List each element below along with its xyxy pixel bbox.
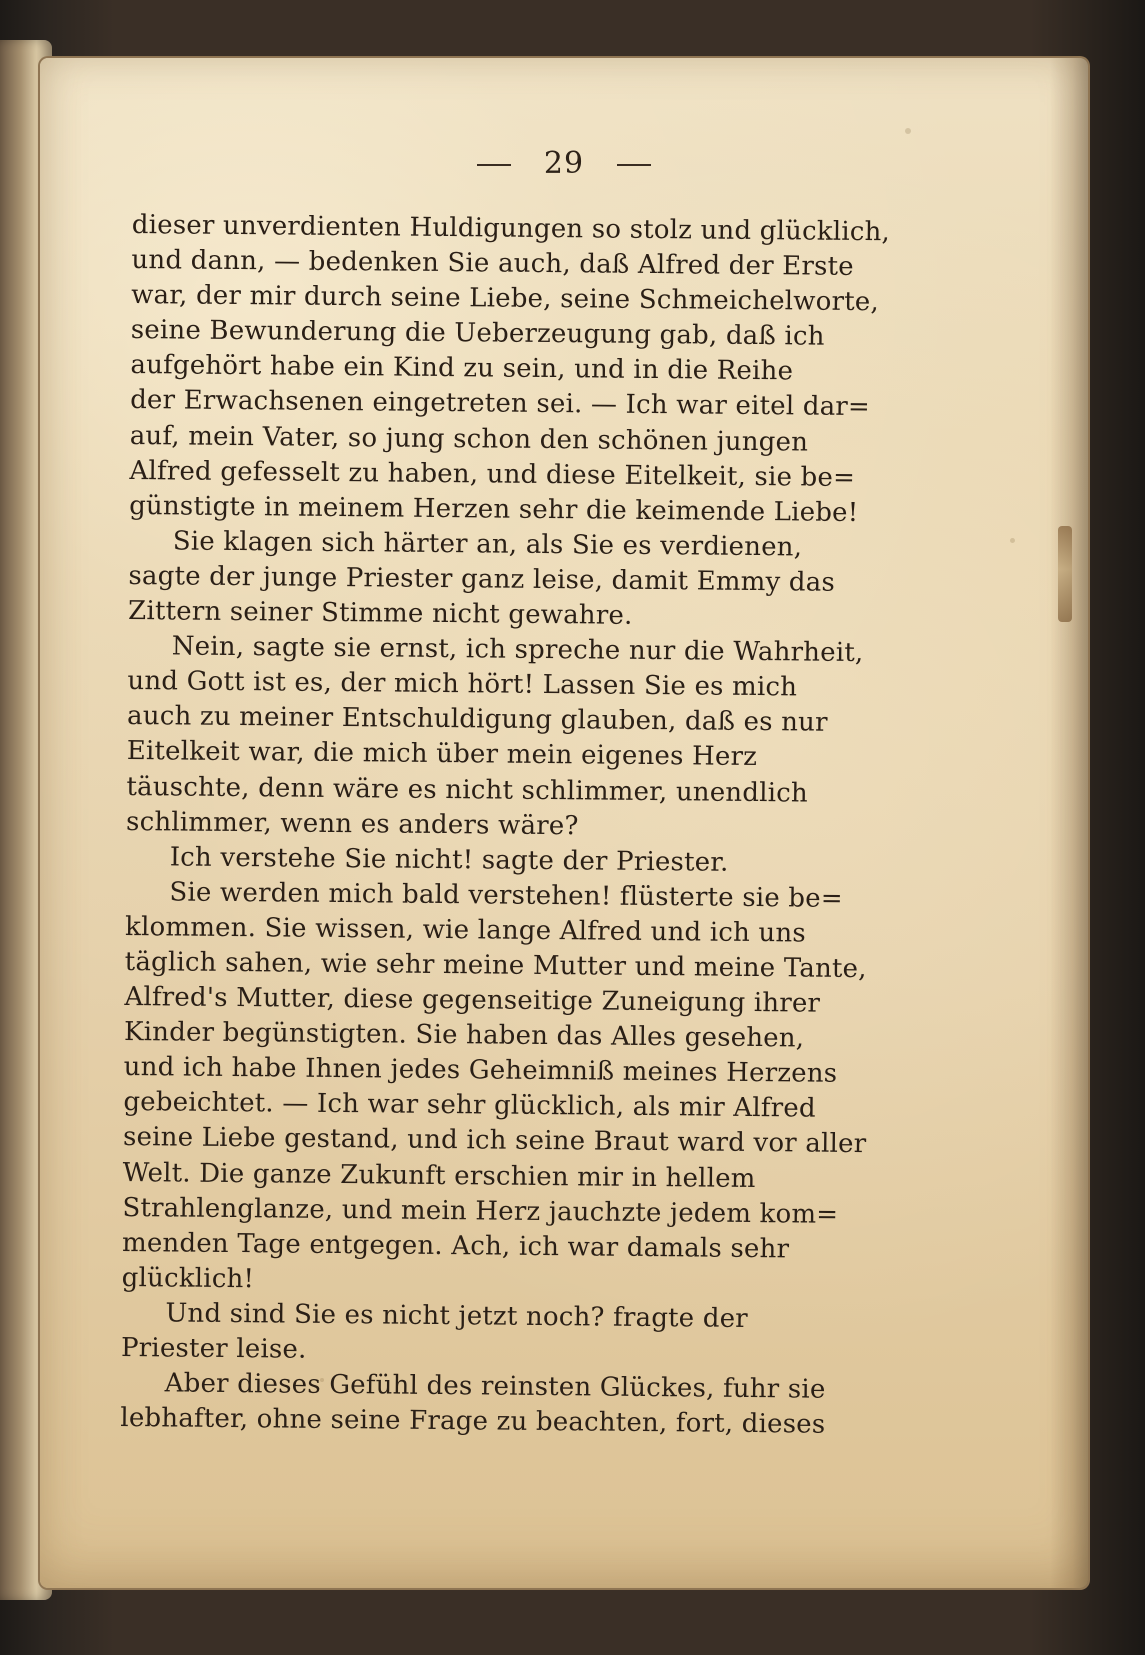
text-line: Und sind Sie es nicht jetzt noch? fragte der [165,1298,749,1334]
text-line: Welt. Die ganze Zukunft erschien mir in hellem [122,1157,756,1194]
text-line: dieser unverdienten Huldigungen so stolz und glücklich, [131,209,891,248]
text-line: sagte der junge Priester ganz leise, damit Emmy das [128,560,836,598]
text-line: Kinder begünstigten. Sie haben das Alles gesehen, [123,1017,805,1054]
text-line: und Gott ist es, der mich hört! Lassen Sie es mich [127,666,798,703]
text-line: auf, mein Vater, so jung schon den schönen jungen [129,420,809,458]
text-line: Strahlenglanze, und mein Herz jauchzte jedem kom= [122,1192,839,1230]
text-line: auch zu meiner Entschuldigung glauben, daß es nur [126,701,828,739]
paper-spot [1010,538,1015,543]
text-line: Priester leise. [120,1332,307,1365]
text-line: und ich habe Ihnen jedes Geheimniß meines Herzens [123,1052,838,1090]
text-line: Eitelkeit war, die mich über mein eigenes Herz [126,736,758,773]
text-line: Ich verstehe Sie nicht! sagte der Priester. [169,842,729,878]
header-right-dash [617,164,651,166]
text-line: Aber dieses Gefühl des reinsten Glückes, fuhr sie [164,1368,826,1405]
text-line: aufgehört habe ein Kind zu sein, und in die Reihe [130,350,794,387]
text-line: täglich sahen, wie sehr meine Mutter und meine Tante, [124,946,867,985]
text-line: glücklich! [121,1262,255,1295]
text-line: schlimmer, wenn es anders wäre? [125,806,579,841]
text-line: seine Liebe gestand, und ich seine Braut ward vor aller [122,1122,867,1160]
text-line: klommen. Sie wissen, wie lange Alfred und ich uns [124,911,807,949]
text-line: Nein, sagte sie ernst, ich spreche nur die Wahrheit, [171,631,864,669]
book-page [40,58,1088,1588]
text-line: Alfred gefesselt zu haben, und diese Eitelkeit, sie be= [129,455,856,493]
text-line: menden Tage entgegen. Ach, ich war damals sehr [121,1227,790,1265]
header-left-dash [477,164,511,166]
page-edge-mark [1058,526,1072,622]
text-line: der Erwachsenen eingetreten sei. — Ich war eitel dar= [130,385,871,423]
page-number: 29 [543,146,585,181]
text-line: Sie klagen sich härter an, als Sie es verdienen, [172,526,803,563]
paper-spot [905,128,911,134]
text-line: lebhafter, ohne seine Frage zu beachten, fort, dieses [120,1403,826,1440]
text-line: Alfred's Mutter, diese gegenseitige Zuneigung ihrer [124,982,821,1019]
text-line: und dann, — bedenken Sie auch, daß Alfred der Erste [131,245,854,283]
text-line: täuschte, denn wäre es nicht schlimmer, unendlich [126,771,809,809]
text-line: günstigte in meinem Herzen sehr die keimende Liebe! [128,490,859,528]
text-line: gebeichtet. — Ich war sehr glücklich, als mir Alfred [123,1087,816,1124]
text-line: seine Bewunderung die Ueberzeugung gab, daß ich [130,315,825,352]
text-line: war, der mir durch seine Liebe, seine Schmeichelworte, [131,280,880,318]
text-line: Sie werden mich bald verstehen! flüsterte sie be= [169,877,843,914]
body-text [120,208,944,1444]
page-header [40,146,1088,181]
text-line: Zittern seiner Stimme nicht gewahre. [127,596,633,631]
